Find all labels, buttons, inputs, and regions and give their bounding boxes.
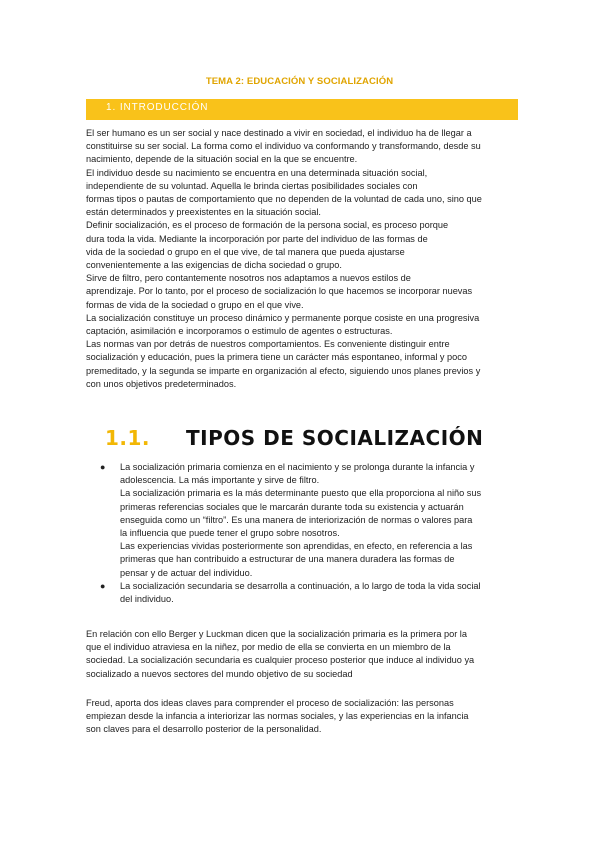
document-title: TEMA 2: EDUCACIÓN Y SOCIALIZACIÓN [205,76,394,87]
text-line: independiente de su voluntad. Aquella le brinda ciertas posibilidades sociales con [86,180,418,191]
text-line: socialización y educación, pues la primera tiene un carácter más espontaneo, informal y poco [86,352,467,363]
bullet-item-secundaria [100,580,524,606]
bullet-icon: ● [100,580,106,591]
text-line: El individuo desde su nacimiento se encuentra en una determinada situación social, [86,167,428,178]
text-line: son claves para el desarrollo posterior de la personalidad. [86,724,322,735]
section-heading-label: 1. INTRODUCCIÓN [106,102,209,113]
bullet-list [100,461,524,606]
section-heading-introduccion [86,99,518,120]
text-line: En relación con ello Berger y Luckman dicen que la socialización primaria es la primera por la [86,629,467,639]
text-line: La socialización secundaria se desarrolla a continuación, a lo largo de toda la vida social [120,580,481,591]
text-line: La socialización primaria comienza en el nacimiento y se prolonga durante la infancia y [120,462,475,472]
intro-paragraph [86,127,524,391]
text-line: pensar y de actuar del individuo. [120,567,253,578]
text-line: enseguida como un “filtro”. Es una manera de interiorización de normas o valores para [120,514,473,525]
text-line: con unos objetivos predeterminados. [86,378,237,389]
text-line: La socialización constituye un proceso dinámico y permanente porque cosiste en una progresiva [86,312,480,323]
text-line: la influencia que puede tener el grupo sobre nosotros. [120,528,340,539]
bullet-icon: ● [100,462,106,472]
text-line: El ser humano es un ser social y nace destinado a vivir en sociedad, el individuo ha de llegar a [86,128,472,138]
text-line: captación, asimilación e incorporamos o estimulo de agentes o estructuras. [86,326,393,337]
text-line: aprendizaje. Por lo tanto, por el proceso de socialización lo que hacemos se incorporar nuevas [86,286,473,297]
freud-paragraph [86,697,524,737]
text-line: del individuo. [120,594,174,605]
text-line: primeras referencias sociales que le marcarán durante toda su existencia y actuarán [120,501,464,512]
text-line: Freud, aporta dos ideas claves para comprender el proceso de socialización: las personas [86,698,454,708]
text-line: Sirve de filtro, pero contantemente nosotros nos adaptamos a nuevos estilos de [86,273,411,284]
text-line: están determinados y preexistentes en la situación social. [86,207,321,218]
bullet-item-primaria [100,461,524,580]
text-line: empiezan desde la infancia a interiorizar las normas sociales, y las experiencias en la infancia [86,711,469,722]
berger-luckman-paragraph [86,628,524,681]
text-line: vida de la sociedad o grupo en el que vive, de tal manera que pueda ajustarse [86,246,405,257]
text-line: premeditado, y la segunda se imparte en organización al efecto, siguiendo unos planes previos y [86,365,481,376]
text-line: Las experiencias vividas posteriormente son aprendidas, en efecto, en referencia a las [120,541,473,552]
text-line: primeras que han contribuido a estructurar de una manera duradera las formas de [120,554,455,565]
text-line: sociedad. La socialización secundaria es cualquier proceso posterior que induce al individuo ya [86,655,475,666]
text-line: socializado a nuevos sectores del mundo objetivo de su sociedad [86,668,353,679]
text-line: Definir socialización, es el proceso de formación de la persona social, es proceso porque [86,220,449,231]
text-line: nacimiento, depende de la situación social en la que se encuentre. [86,154,358,165]
text-line: convenientemente a las exigencias de dicha sociedad o grupo. [86,260,342,271]
text-line: formas tipos o pautas de comportamiento que no dependen de la voluntad de cada uno, sino que [86,194,482,205]
text-line: que el individuo atraviesa en la niñez, por medio de ella se convierta en un miembro de la [86,642,451,653]
subsection-title: TIPOS DE SOCIALIZACIÓN [186,426,484,450]
text-line: dura toda la vida. Mediante la incorporación por parte del individuo de las formas de [86,233,428,244]
text-line: formas de vida de la sociedad o grupo en el que vive. [86,299,304,310]
text-line: adolescencia. La más importante y sirve de filtro. [120,475,320,486]
subsection-number: 1.1. [105,426,151,450]
text-line: La socialización primaria es la más determinante puesto que ella proporciona al niño sus [120,488,482,499]
text-line: constituirse su ser social. La forma como el individuo va conformando y transformando, desde su [86,141,481,152]
text-line: Las normas van por detrás de nuestros comportamientos. Es conveniente distinguir entre [86,339,450,350]
subsection-heading [105,426,483,450]
